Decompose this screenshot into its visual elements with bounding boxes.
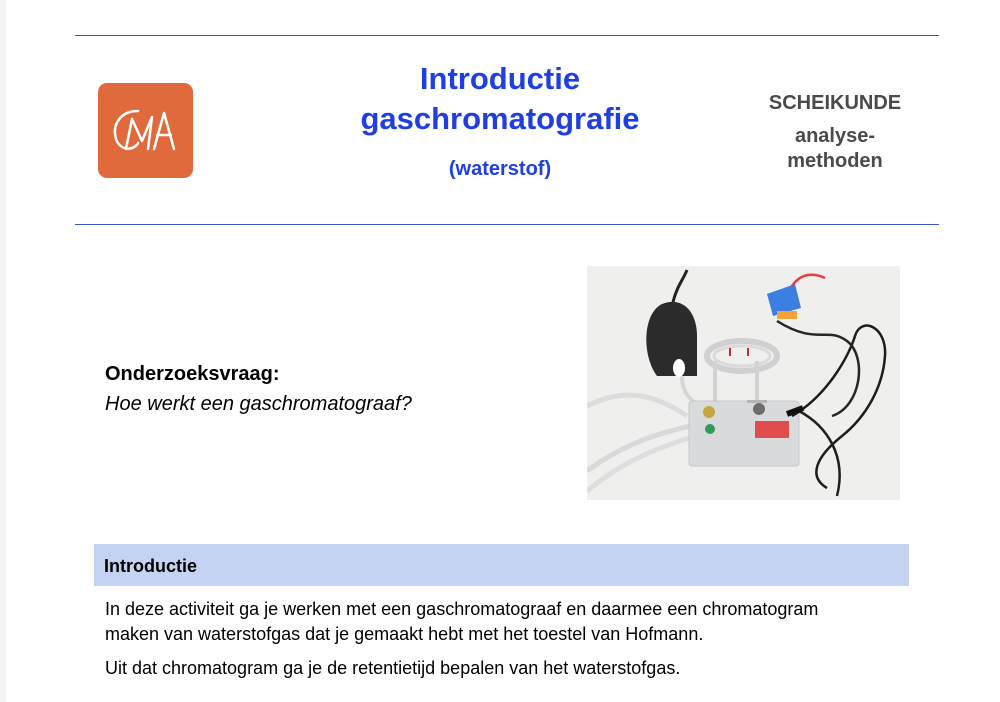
logo: [98, 83, 193, 178]
introduction-paragraph2: Uit dat chromatogram ga je de retentietijd bepalen van het waterstofgas.: [105, 658, 681, 678]
introduction-paragraph1-line1: In deze activiteit ga je werken met een gaschromatograaf en daarmee een chromatogram: [105, 599, 819, 619]
header-bottom-rule: [75, 224, 939, 225]
page-title-line1: Introductie: [419, 61, 581, 96]
subject-label: SCHEIKUNDE: [768, 92, 902, 114]
logo-monogram-icon: [98, 83, 193, 178]
apparatus-photo: [587, 266, 900, 500]
page-title-line2: gaschromatografie: [360, 101, 640, 136]
subcategory-line2: methoden: [787, 150, 883, 172]
subcategory-line1: analyse-: [794, 125, 876, 147]
introduction-paragraph1-line2: maken van waterstofgas dat je gemaakt hebt met het toestel van Hofmann.: [105, 624, 704, 644]
introduction-section-header: [94, 544, 909, 586]
research-question-label: Onderzoeksvraag:: [105, 363, 280, 385]
page-edge-shadow: [0, 0, 6, 702]
top-rule: [75, 35, 939, 36]
page-subtitle: (waterstof): [448, 158, 552, 180]
research-question-text: Hoe werkt een gaschromatograaf?: [105, 393, 412, 415]
introduction-heading: Introductie: [104, 556, 197, 576]
